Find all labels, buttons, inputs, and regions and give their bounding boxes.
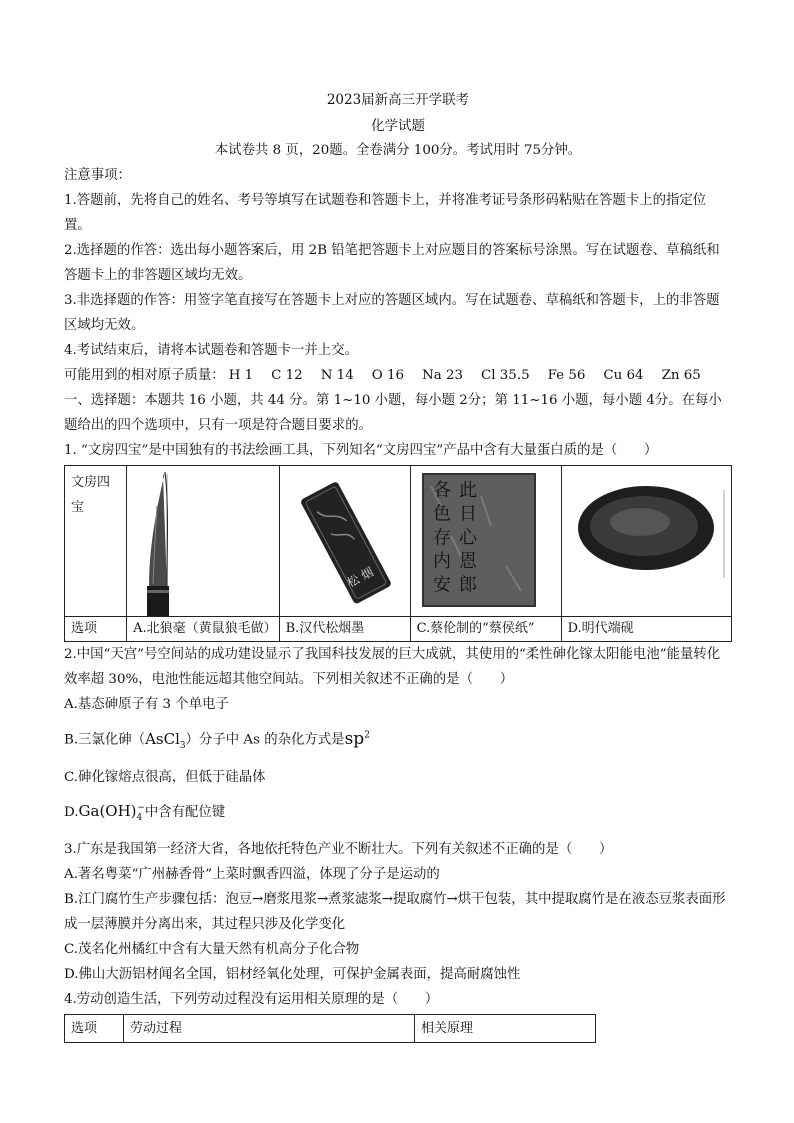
mass-value: Cu 64 [603, 368, 644, 383]
mass-value: O 16 [371, 368, 404, 383]
q3-option-b: B.江门腐竹生产步骤包括：泡豆→磨浆甩浆→煮浆滤浆→提取腐竹→烘干包装，其中提取腐竹是在液态豆浆表面形成一层薄膜并分离出来，其过程只涉及化学变化 [64, 891, 726, 932]
notes-heading: 注意事项： [64, 168, 131, 183]
q3-option-a: A.著名粤菜“广州赫香骨”上菜时飘香四溢，体现了分子是运动的 [64, 866, 440, 882]
q1-option-d: D.明代端砚 [561, 617, 731, 642]
note-item: 1.答题前，先将自己的姓名、考号等填写在试题卷和答题卡上，并将准考证号条形码粘贴在答题卡上的指定位置。 [64, 193, 707, 233]
sp2-formula [345, 729, 370, 749]
q3-option-c: C.茂名化州橘红中含有大量天然有机高分子化合物 [64, 941, 360, 957]
q4-header-option: 选项 [65, 1014, 124, 1042]
exam-title: 2023届新高三开学联考 [326, 92, 470, 108]
ink-image [279, 466, 410, 617]
mass-value: N 14 [320, 368, 354, 383]
note-item: 4.考试结束后，请将本试题卷和答题卡一并上交。 [64, 343, 358, 358]
mass-value: Zn 65 [661, 368, 701, 383]
q2-option-b [64, 723, 732, 759]
inkstone-image [561, 466, 731, 617]
ascl3-sub: 3 [179, 740, 186, 751]
gaoh4-formula [78, 801, 145, 823]
q1-option-label: 选项 [65, 617, 127, 642]
sp2-main: sp [344, 728, 365, 749]
exam-summary: 本试卷共 8 页，20题。全卷满分 100分。考试用时 75分钟。 [214, 143, 582, 158]
q1-option-c: C.蔡伦制的“蔡侯纸” [410, 617, 561, 642]
atomic-masses [64, 363, 732, 388]
mass-value: C 12 [271, 368, 303, 383]
gaoh4-sub: 4 [136, 812, 143, 823]
exam-page [64, 86, 732, 1043]
gaoh4-main: Ga(OH) [78, 801, 137, 820]
subject-title: 化学试题 [371, 118, 425, 134]
note-item: 2.选择题的作答：选出每小题答案后，用 2B 铅笔把答题卡上对应题目的答案标号涂黑。写在试题卷、草稿纸和答题卡上的非答题区域均无效。 [64, 243, 720, 283]
paper-icon [411, 466, 561, 616]
q2-d-prefix: D. [64, 804, 79, 820]
q4-stem: 4.劳动创造生活，下列劳动过程没有运用相关原理的是（ ） [64, 991, 439, 1007]
q1-option-b: B.汉代松烟墨 [279, 617, 410, 642]
q2-option-a: A.基态砷原子有 3 个单电子 [64, 697, 229, 712]
q2-b-prefix: B.三氯化砷（ [64, 732, 146, 748]
ascl3-main: AsCl [145, 729, 180, 748]
mass-value: Cl 35.5 [481, 368, 530, 383]
q1-table [64, 465, 732, 642]
mass-value: H 1 [228, 368, 254, 383]
q2-stem: 2.中国“天宫”号空间站的成功建设显示了我国科技发展的巨大成就，其使用的“柔性砷化镓太阳能电池”能量转化效率超 30%，电池性能远超其他空间站。下列相关叙述不正确的是（ ） [64, 647, 721, 687]
ascl3-formula [145, 729, 186, 751]
q3-stem: 3.广东是我国第一经济大省，各地依托特色产业不断壮大。下列有关叙述不正确的是（ ） [64, 841, 613, 857]
note-item: 3.非选择题的作答：用签字笔直接写在答题卡上对应的答题区域内。写在试题卷、草稿纸和答题卡，上的非答题区域均无效。 [64, 293, 720, 333]
brush-image [127, 466, 279, 617]
section1-intro: 一、选择题：本题共 16 小题，共 44 分。第 1~10 小题，每小题 2分；第 11~16 小题，每小题 4分。在每小题给出的四个选项中，只有一项是符合题目要求的。 [64, 393, 722, 433]
inkstone-icon [562, 466, 730, 616]
paper-image [410, 466, 561, 617]
mass-value: Fe 56 [547, 368, 586, 383]
q4-header-principle: 相关原理 [415, 1014, 596, 1042]
q1-option-a: A.北狼毫（黄鼠狼毛做） [127, 617, 279, 642]
q2-d-post: 中含有配位键 [144, 804, 226, 820]
paper-characters: 此 日 心 恩 郎 各 色 存 内 安 [429, 480, 477, 593]
mass-value: Na 23 [422, 368, 463, 383]
q1-row-label: 文房四宝 [65, 466, 127, 617]
ink-stick-text: 松 烟 [344, 564, 376, 591]
sp2-sup: 2 [364, 730, 370, 740]
brush-icon [127, 466, 277, 616]
gaoh4-sup: − [137, 802, 145, 813]
q2-option-d [64, 796, 732, 831]
q4-table [64, 1014, 596, 1043]
q1-stem: 1. “文房四宝”是中国独有的书法绘画工具，下列知名“文房四宝”产品中含有大量蛋白质的是（ ） [64, 443, 658, 458]
q4-header-process: 劳动过程 [124, 1014, 415, 1042]
q2-b-mid: ）分子中 As 的杂化方式是 [185, 732, 345, 748]
q2-option-c: C.砷化镓熔点很高，但低于硅晶体 [64, 769, 266, 785]
atomic-masses-label: 可能用到的相对原子质量： [64, 368, 225, 383]
ink-stick-icon [280, 466, 410, 616]
q3-option-d: D.佛山大沥铝材闻名全国，铝材经氧化处理，可保护金属表面，提高耐腐蚀性 [64, 966, 521, 982]
